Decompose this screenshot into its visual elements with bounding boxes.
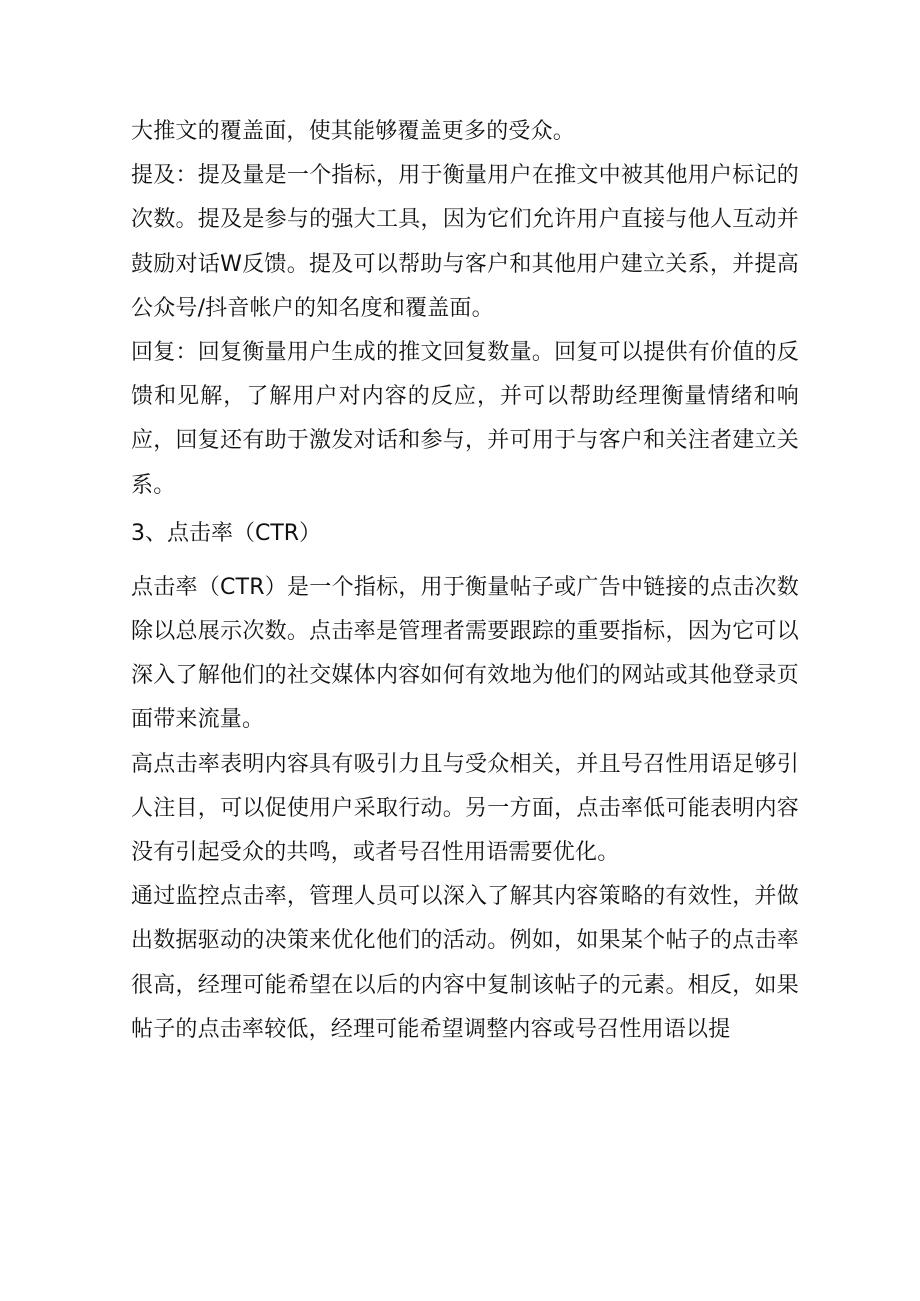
paragraph-replies: 回复：回复衡量用户生成的推文回复数量。回复可以提供有价值的反馈和见解，了解用户对内容的反应，并可以帮助经理衡量情绪和响应，回复还有助于激发对话和参与，并可用于与客户和关注者建立关系。 [131, 340, 799, 498]
paragraph-ctr-monitoring: 通过监控点击率，管理人员可以深入了解其内容策略的有效性，并做出数据驱动的决策来优化他们的活动。例如，如果某个帖子的点击率很高，经理可能希望在以后的内容中复制该帖子的元素。相反，如果帖子的点击率较低，经理可能希望调整内容或号召性用语以提 [131, 884, 799, 1042]
paragraph-mentions: 提及：提及量是一个指标，用于衡量用户在推文中被其他用户标记的次数。提及是参与的强大工具，因为它们允许用户直接与他人互动并鼓励对话W反馈。提及可以帮助与客户和其他用户建立关系，并提高公众号/抖音帐户的知名度和覆盖面。 [131, 163, 799, 321]
paragraph-ctr-definition: 点击率（CTR）是一个指标，用于衡量帖子或广告中链接的点击次数除以总展示次数。点击率是管理者需要跟踪的重要指标，因为它可以深入了解他们的社交媒体内容如何有效地为他们的网站或其他登录页面带来流量。 [131, 574, 799, 733]
document-body [131, 110, 799, 1052]
paragraph-coverage: 大推文的覆盖面，使其能够覆盖更多的受众。 [131, 119, 576, 144]
section-heading-ctr: 3、点击率（CTR） [131, 520, 322, 546]
paragraph-ctr-high-low: 高点击率表明内容具有吸引力且与受众相关，并且号召性用语足够引人注目，可以促使用户采取行动。另一方面，点击率低可能表明内容没有引起受众的共鸣，或者号召性用语需要优化。 [131, 751, 799, 866]
